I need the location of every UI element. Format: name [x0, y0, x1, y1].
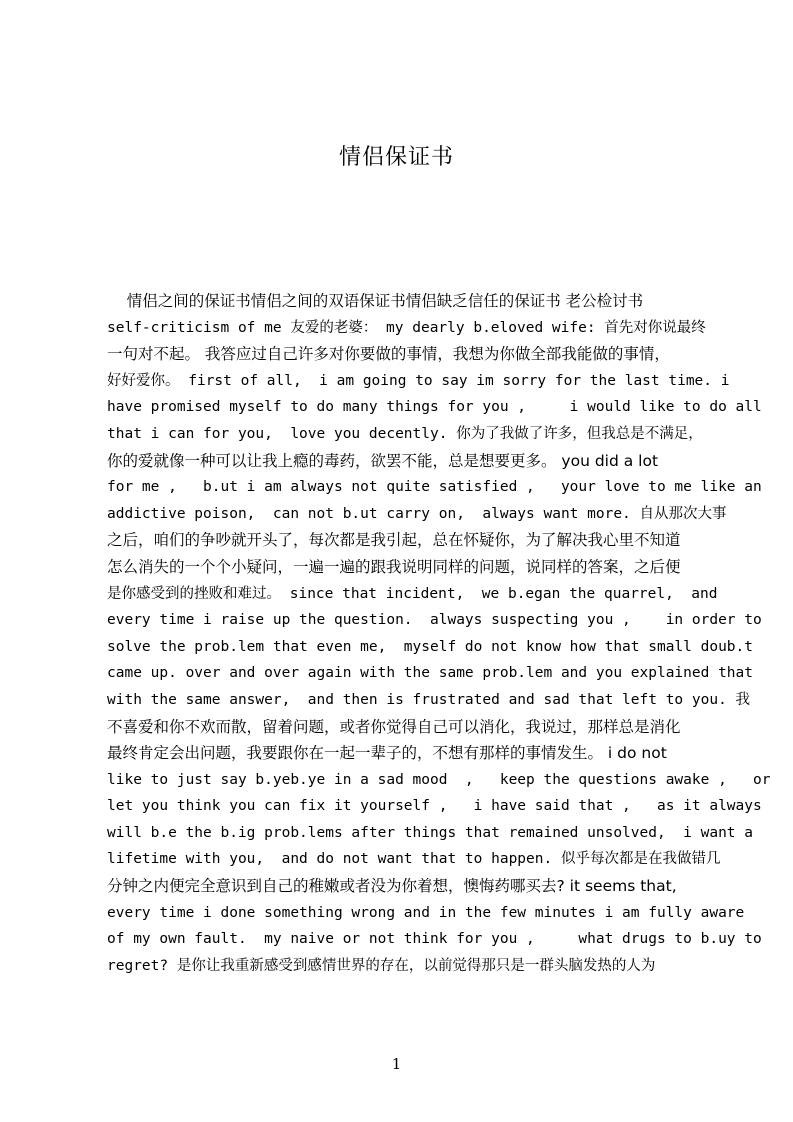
body-line: self-criticism of me 友爱的老婆： my dearly b.eloved wife: 首先对你说最终	[107, 319, 706, 336]
body-line: lifetime with you, and do not want that to happen. 似乎每次都是在我做错几	[107, 851, 721, 868]
body-line: addictive poison, can not b.ut carry on, always want more. 自从那次大事	[107, 505, 727, 522]
body-line: 最终肯定会出问题，我要跟你在一起一辈子的，不想有那样的事情发生。 i do not	[107, 744, 667, 763]
body-line: 怎么消失的一个个小疑问，一遍一遍的跟我说明同样的问题，说同样的答案，之后便	[107, 557, 681, 576]
body-line: 你的爱就像一种可以让我上瘾的毒药，欲罢不能，总是想要更多。 you did a lot	[107, 451, 659, 470]
document-title: 情侣保证书	[338, 145, 454, 170]
body-line: 一句对不起。 我答应过自己许多对你要做的事情，我想为你做全部我能做的事情，	[107, 345, 670, 364]
body-line: will b.e the b.ig prob.lems after things that remained unsolved, i want a	[107, 824, 754, 841]
body-line: with the same answer, and then is frustrated and sad that left to you. 我	[107, 691, 751, 708]
body-line: 之后，咱们的争吵就开头了，每次都是我引起，总在怀疑你，为了解决我心里不知道	[107, 531, 681, 550]
body-line: every time i done something wrong and in the few minutes i am fully aware	[107, 904, 745, 921]
body-line: 情侣之间的保证书情侣之间的双语保证书情侣缺乏信任的保证书 老公检讨书	[107, 292, 644, 310]
body-line: solve the prob.lem that even me, myself do not know how that small doub.t	[107, 638, 754, 655]
body-line: let you think you can fix it yourself , i have said that , as it always	[107, 798, 762, 815]
body-line: 分钟之内便完全意识到自己的稚嫩或者没为你着想，懊悔药哪买去? it seems that,	[107, 877, 677, 896]
page-number: 1	[391, 1055, 402, 1073]
body-line: 不喜爱和你不欢而散，留着问题，或者你觉得自己可以消化，我说过，那样总是消化	[107, 717, 681, 736]
body-line: regret? 是你让我重新感受到感情世界的存在，以前觉得那只是一群头脑发热的人为	[107, 957, 656, 974]
body-line: like to just say b.yeb.ye in a sad mood , keep the questions awake , or	[107, 771, 771, 788]
body-line: 是你感受到的挫败和难过。 since that incident, we b.egan the quarrel, and	[107, 585, 718, 602]
body-line: of my own fault. my naive or not think for you , what drugs to b.uy to	[107, 931, 762, 948]
body-line: that i can for you, love you decently. 你为了我做了许多，但我总是不满足，	[107, 425, 703, 442]
body-line: 好好爱你。 first of all, i am going to say im sorry for the last time. i	[107, 372, 730, 389]
body-line: for me , b.ut i am always not quite satisfied , your love to me like an	[107, 479, 762, 496]
document-body	[107, 288, 771, 979]
body-line: every time i raise up the question. always suspecting you , in order to	[107, 612, 762, 629]
body-line: have promised myself to do many things for you , i would like to do all	[107, 399, 762, 416]
body-line: came up. over and over again with the same prob.lem and you explained that	[107, 665, 754, 682]
